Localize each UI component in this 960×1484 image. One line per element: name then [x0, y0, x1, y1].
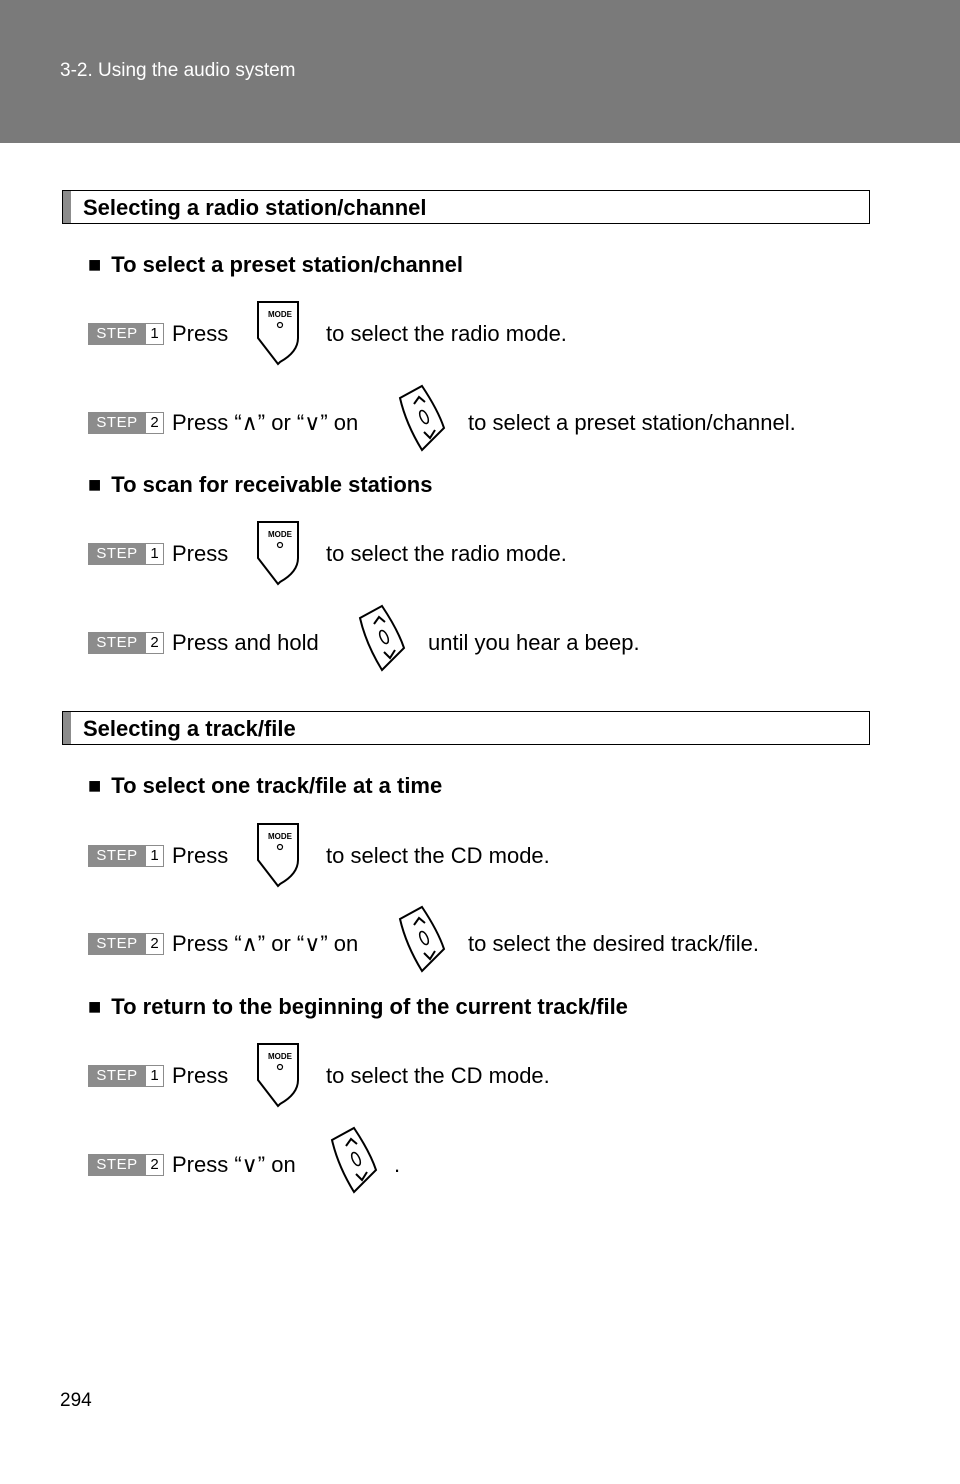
- step-badge: [88, 412, 164, 434]
- seek-switch-icon: [352, 604, 408, 672]
- section-heading: [62, 190, 870, 224]
- subsection-heading: [88, 994, 628, 1020]
- step-word: STEP: [96, 1156, 138, 1173]
- step-word: STEP: [96, 634, 138, 651]
- section-accent: [63, 191, 71, 223]
- seek-switch-icon: [324, 1126, 380, 1194]
- running-header: 3-2. Using the audio system: [60, 60, 296, 81]
- subsection-heading: [88, 472, 432, 498]
- subhead-marker: ■: [88, 994, 102, 1019]
- step-text-post: .: [394, 1152, 401, 1177]
- step-text-pre: Press: [172, 541, 229, 566]
- section-heading: [62, 711, 870, 745]
- step-number: 2: [146, 413, 163, 433]
- section-title: Selecting a radio station/channel: [83, 195, 427, 220]
- step-text-post: to select the CD mode.: [326, 1063, 550, 1088]
- seek-switch-icon: [392, 384, 448, 452]
- subhead-marker: ■: [88, 252, 102, 277]
- step-text-pre: Press: [172, 843, 229, 868]
- step-word: STEP: [96, 325, 138, 342]
- mode-label: MODE: [268, 1052, 292, 1061]
- step-text-pre: Press “∧” or “∨” on: [172, 931, 359, 956]
- step-text-pre: Press “∨” on: [172, 1152, 296, 1177]
- mode-label: MODE: [268, 832, 292, 841]
- step-badge: [88, 933, 164, 955]
- step-badge: [88, 1154, 164, 1176]
- step-number: 1: [146, 1066, 163, 1086]
- subsection-heading: [88, 252, 463, 278]
- step-text-post: to select the CD mode.: [326, 843, 550, 868]
- step-word: STEP: [96, 414, 138, 431]
- header-band: [0, 0, 960, 143]
- subsection-title: To select one track/file at a time: [111, 773, 443, 798]
- step-text-post: until you hear a beep.: [428, 630, 640, 655]
- step-number: 2: [146, 934, 163, 954]
- section-title: Selecting a track/file: [83, 716, 296, 741]
- step-text-pre: Press “∧” or “∨” on: [172, 410, 359, 435]
- step-number: 1: [146, 846, 163, 866]
- mode-label: MODE: [268, 530, 292, 539]
- step-badge: [88, 845, 164, 867]
- step-word: STEP: [96, 1067, 138, 1084]
- subsection-heading: [88, 773, 442, 799]
- section-accent: [63, 712, 71, 744]
- step-text-pre: Press: [172, 1063, 229, 1088]
- mode-button-icon: [254, 298, 302, 366]
- subsection-title: To select a preset station/channel: [111, 252, 463, 277]
- step-badge: [88, 632, 164, 654]
- step-text-post: to select the desired track/file.: [468, 931, 760, 956]
- subhead-marker: ■: [88, 773, 102, 798]
- mode-button-icon: [254, 518, 302, 586]
- step-text-pre: Press: [172, 321, 229, 346]
- page-number: 294: [60, 1390, 92, 1411]
- step-badge: [88, 543, 164, 565]
- seek-switch-icon: [392, 905, 448, 973]
- mode-button-icon: [254, 1040, 302, 1108]
- step-badge: [88, 1065, 164, 1087]
- mode-button-icon: [254, 820, 302, 888]
- step-text-post: to select the radio mode.: [326, 321, 567, 346]
- step-number: 2: [146, 633, 163, 653]
- step-number: 2: [146, 1155, 163, 1175]
- step-number: 1: [146, 324, 163, 344]
- step-badge: [88, 323, 164, 345]
- step-text-post: to select a preset station/channel.: [468, 410, 796, 435]
- step-text-pre: Press and hold: [172, 630, 319, 655]
- subsection-title: To scan for receivable stations: [111, 472, 433, 497]
- step-word: STEP: [96, 935, 138, 952]
- step-word: STEP: [96, 847, 138, 864]
- mode-label: MODE: [268, 310, 292, 319]
- step-number: 1: [146, 544, 163, 564]
- step-text-post: to select the radio mode.: [326, 541, 567, 566]
- step-word: STEP: [96, 545, 138, 562]
- subsection-title: To return to the beginning of the current track/file: [111, 994, 628, 1019]
- subhead-marker: ■: [88, 472, 102, 497]
